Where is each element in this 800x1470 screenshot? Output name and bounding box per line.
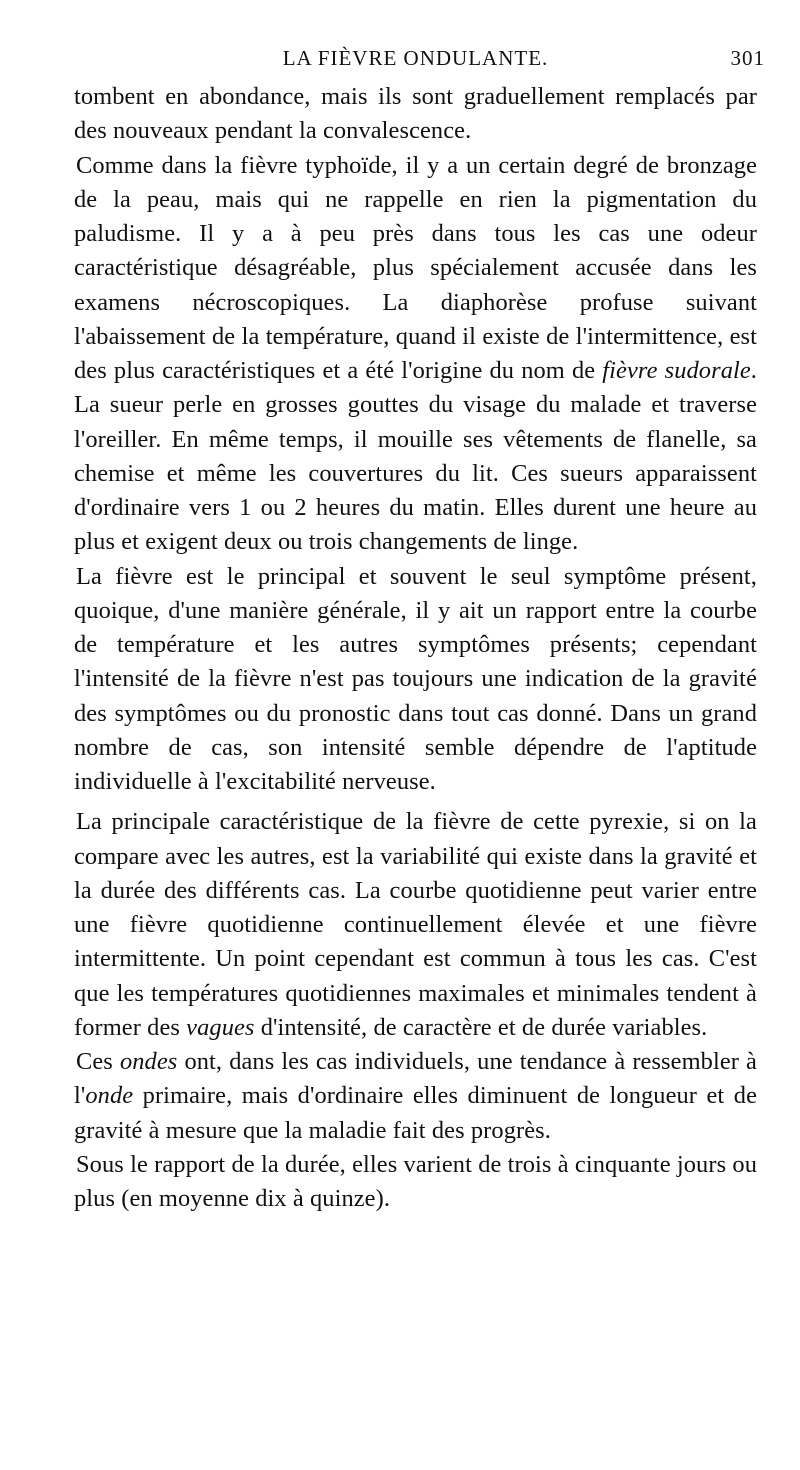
book-page xyxy=(74,46,765,1216)
italic-term-fievre-sudorale: fièvre sudorale xyxy=(602,357,751,384)
paragraph-5-text-a: Ces xyxy=(76,1048,120,1075)
italic-term-vagues: vagues xyxy=(186,1013,255,1041)
paragraph-2-text-b: . La sueur perle en grosses gouttes du visage du malade et traverse l'oreiller. En même temps, il mouille ses vêtements de flanelle, sa chemise et même les couvertures du lit. Ces sueurs apparaissent d'ordinaire vers 1 ou 2 heures du matin. Elles durent une heure au plus et exigent deux ou trois changements de linge. xyxy=(74,357,757,556)
body-text xyxy=(74,80,757,1216)
italic-term-onde: onde xyxy=(85,1082,134,1110)
paragraph-3 xyxy=(74,560,757,800)
paragraph-4 xyxy=(74,805,757,1045)
paragraph-2 xyxy=(74,149,757,560)
running-title: LA FIÈVRE ONDULANTE. xyxy=(282,46,549,70)
paragraph-6-text: Sous le rapport de la durée, elles varient de trois à cinquante jours ou plus (en moyenne dix à quinze). xyxy=(74,1150,757,1212)
paragraph-1-text: tombent en abondance, mais ils sont graduellement remplacés par des nouveaux pendant la convalescence. xyxy=(74,83,757,145)
page-number: 301 xyxy=(730,46,765,70)
paragraph-5-text-c: primaire, mais d'ordinaire elles diminuent de longueur et de gravité à mesure que la maladie fait des progrès. xyxy=(74,1082,757,1144)
paragraph-5-text-b: ont, dans les cas individuels, une tendance à ressembler à l' xyxy=(74,1048,757,1110)
italic-term-ondes: ondes xyxy=(119,1048,178,1075)
paragraph-5 xyxy=(74,1045,757,1148)
paragraph-1 xyxy=(74,80,757,149)
paragraph-3-text: La fièvre est le principal et souvent le seul symptôme présent, quoique, d'une manière générale, il y ait un rapport entre la courbe de température et les autres symptômes présents; cependant l'intensité de la fièvre n'est pas toujours une indication de la gravité des symptômes ou du pronostic dans tout cas donné. Dans un grand nombre de cas, son intensité semble dépendre de l'aptitude individuelle à l'excitabilité nerveuse. xyxy=(74,562,757,795)
paragraph-4-text-b: d'intensité, de caractère et de durée variables. xyxy=(254,1013,708,1041)
paragraph-4-text-a: La principale caractéristique de la fièvre de cette pyrexie, si on la compare avec les autres, est la variabilité qui existe dans la gravité et la durée des différents cas. La courbe quotidienne peut varier entre une fièvre quotidienne continuellement élevée et une fièvre intermittente. Un point cependant est commun à tous les cas. C'est que les températures quotidiennes maximales et minimales tendent à former des xyxy=(74,808,757,1041)
running-head xyxy=(74,46,765,80)
paragraph-2-text-a: Comme dans la fièvre typhoïde, il y a un certain degré de bronzage de la peau, mais qui ne rappelle en rien la pigmentation du paludisme. Il y a à peu près dans tous les cas une odeur caractéristique désagréable, plus spécialement accusée dans les examens nécroscopiques. La diaphorèse profuse suivant l'abaissement de la température, quand il existe de l'intermittence, est des plus caractéristiques et a été l'origine du nom de xyxy=(74,151,757,384)
paragraph-6 xyxy=(74,1148,757,1217)
